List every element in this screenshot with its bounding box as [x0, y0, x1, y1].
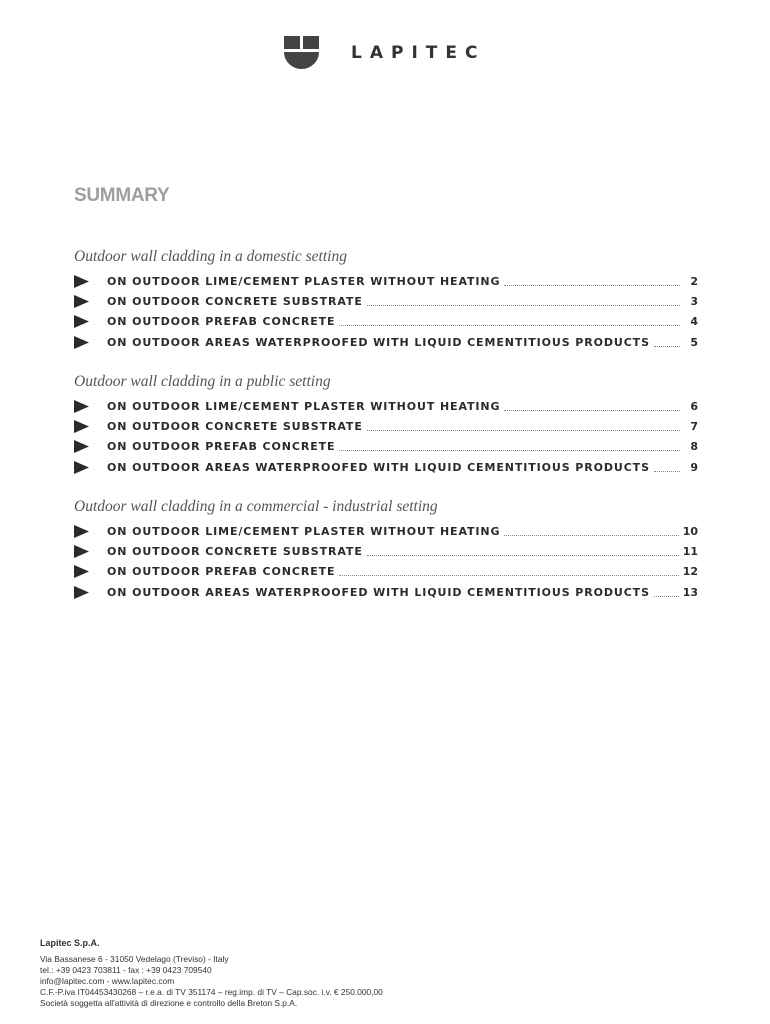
- page-title: SUMMARY: [74, 185, 170, 206]
- dot-leader: [654, 596, 679, 597]
- toc-entry[interactable]: [74, 312, 698, 332]
- dot-leader: [654, 471, 680, 472]
- dot-leader: [339, 325, 680, 326]
- arrow-right-icon: [74, 295, 107, 308]
- footer-address: Via Bassanese 6 - 31050 Vedelago (Treviso) - Italy: [40, 954, 229, 964]
- toc-page-number: 9: [690, 460, 698, 474]
- arrow-right-icon: [74, 525, 107, 538]
- toc-entry-label: ON OUTDOOR LIME/CEMENT PLASTER WITHOUT HEATING: [107, 399, 501, 413]
- arrow-right-icon: [74, 565, 107, 578]
- lapitec-logo-icon: [284, 36, 319, 69]
- toc-page-number: 7: [690, 420, 698, 434]
- toc-entry-label: ON OUTDOOR LIME/CEMENT PLASTER WITHOUT HEATING: [107, 274, 501, 288]
- arrow-right-icon: [74, 545, 107, 558]
- brand-logo: [284, 36, 485, 69]
- section-heading: Outdoor wall cladding in a commercial - industrial setting: [74, 498, 438, 515]
- toc-entry[interactable]: [74, 521, 698, 541]
- dot-leader: [367, 430, 680, 431]
- toc-entry[interactable]: [74, 541, 698, 561]
- toc-entry-label: ON OUTDOOR LIME/CEMENT PLASTER WITHOUT HEATING: [107, 524, 501, 538]
- dot-leader: [339, 575, 678, 576]
- dot-leader: [654, 346, 680, 347]
- toc-page-number: 13: [682, 585, 698, 599]
- company-footer: [40, 938, 383, 1009]
- toc-section-domestic: [74, 247, 698, 353]
- dot-leader: [339, 450, 680, 451]
- dot-leader: [504, 285, 680, 286]
- toc-page-number: 6: [690, 399, 698, 413]
- footer-registration: C.F.-P.iva IT04453430268 – r.e.a. di TV 351174 – reg.imp. di TV – Cap.soc. i.v. € 250.000,00: [40, 987, 383, 997]
- toc-entry-label: ON OUTDOOR AREAS WATERPROOFED WITH LIQUID CEMENTITIOUS PRODUCTS: [107, 585, 650, 599]
- dot-leader: [367, 305, 680, 306]
- toc-page-number: 10: [682, 524, 698, 538]
- toc-entry-label: ON OUTDOOR AREAS WATERPROOFED WITH LIQUID CEMENTITIOUS PRODUCTS: [107, 460, 650, 474]
- toc-page-number: 3: [690, 295, 698, 309]
- arrow-right-icon: [74, 336, 107, 349]
- toc-page-number: 12: [682, 565, 698, 579]
- footer-company-name: Lapitec S.p.A.: [40, 938, 100, 948]
- arrow-right-icon: [74, 440, 107, 453]
- toc-page-number: 2: [690, 274, 698, 288]
- toc-section-public: [74, 372, 698, 478]
- dot-leader: [367, 555, 679, 556]
- toc-entry[interactable]: [74, 457, 698, 477]
- dot-leader: [504, 410, 680, 411]
- arrow-right-icon: [74, 275, 107, 288]
- toc-entry-label: ON OUTDOOR PREFAB CONCRETE: [107, 565, 336, 579]
- toc-page-number: 5: [690, 335, 698, 349]
- toc-entry[interactable]: [74, 437, 698, 457]
- toc-entry[interactable]: [74, 271, 698, 291]
- toc-entry-label: ON OUTDOOR AREAS WATERPROOFED WITH LIQUID CEMENTITIOUS PRODUCTS: [107, 335, 650, 349]
- footer-phone: tel.: +39 0423 703811 - fax : +39 0423 709540: [40, 965, 212, 975]
- toc-entry-label: ON OUTDOOR CONCRETE SUBSTRATE: [107, 420, 363, 434]
- toc-entry-label: ON OUTDOOR PREFAB CONCRETE: [107, 440, 336, 454]
- footer-notice: Società soggetta all'attività di direzione e controllo della Breton S.p.A.: [40, 998, 298, 1008]
- arrow-right-icon: [74, 586, 107, 599]
- arrow-right-icon: [74, 400, 107, 413]
- toc-entry[interactable]: [74, 291, 698, 311]
- toc-entry[interactable]: [74, 416, 698, 436]
- footer-contact: info@lapitec.com - www.lapitec.com: [40, 976, 175, 986]
- section-heading: Outdoor wall cladding in a public setting: [74, 373, 331, 390]
- toc-section-commercial-industrial: [74, 497, 698, 603]
- toc-entry[interactable]: [74, 396, 698, 416]
- toc-entry[interactable]: [74, 332, 698, 352]
- arrow-right-icon: [74, 461, 107, 474]
- dot-leader: [504, 535, 678, 536]
- toc-entry[interactable]: [74, 562, 698, 582]
- toc-page-number: 11: [682, 545, 698, 559]
- toc-entry-label: ON OUTDOOR PREFAB CONCRETE: [107, 315, 336, 329]
- toc-page-number: 8: [690, 440, 698, 454]
- toc-entry-label: ON OUTDOOR CONCRETE SUBSTRATE: [107, 545, 363, 559]
- toc-page-number: 4: [690, 315, 698, 329]
- brand-name: LAPITEC: [351, 42, 486, 63]
- arrow-right-icon: [74, 420, 107, 433]
- section-heading: Outdoor wall cladding in a domestic setting: [74, 248, 347, 265]
- toc-entry-label: ON OUTDOOR CONCRETE SUBSTRATE: [107, 295, 363, 309]
- toc-entry[interactable]: [74, 582, 698, 602]
- arrow-right-icon: [74, 315, 107, 328]
